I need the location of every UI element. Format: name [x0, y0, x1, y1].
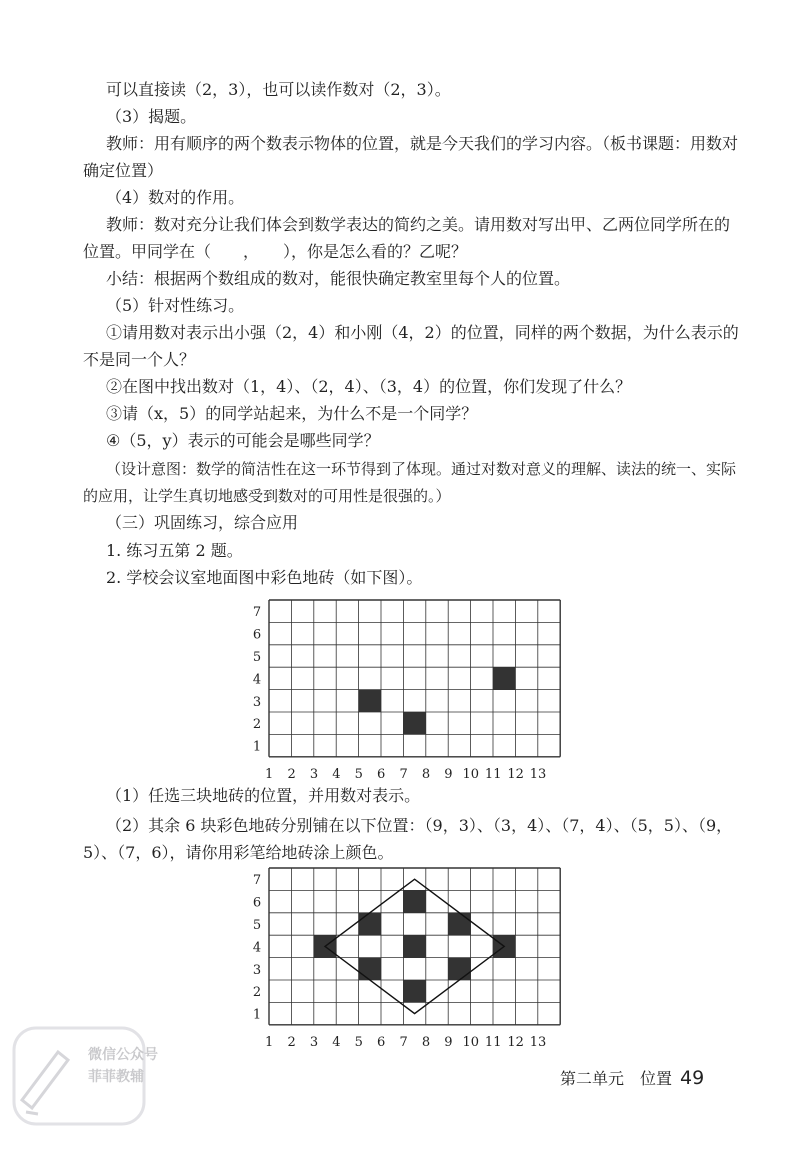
- watermark: [8, 1022, 158, 1132]
- grid1-x-tick-label: 12: [507, 766, 524, 781]
- grid1-x-tick-label: 2: [287, 766, 296, 781]
- exercise-1-text: ①请用数对表示出小强（2，4）和小刚（4，2）的位置，同样的两个数据，为什么表示的不是同一个人？: [83, 323, 739, 369]
- step-5-heading: （5）针对性练习。: [106, 296, 245, 315]
- exercise-2-text: ②在图中找出数对（1，4）、（2，4）、（3，4）的位置，你们发现了什么？: [106, 377, 632, 396]
- grid2-x-tick-label: 2: [287, 1034, 296, 1049]
- task-1-text: （1）任选三块地砖的位置，并用数对表示。: [106, 786, 421, 805]
- step-3-heading: （3）揭题。: [106, 107, 197, 126]
- grid1-x-tick-label: 8: [421, 766, 431, 781]
- grid1-x-tick-label: 7: [399, 766, 408, 781]
- summary-text: 小结：根据两个数组成的数对，能很快确定教室里每个人的位置。: [106, 269, 571, 288]
- practice-item-2: 2. 学校会议室地面图中彩色地砖（如下图）。: [106, 568, 423, 587]
- grid2-filled-tile-5-3: [359, 958, 381, 980]
- design-intent-note: （设计意图：数学的简洁性在这一环节得到了体现。通过对数对意义的理解、读法的统一、实际的应用，让学生真切地感受到数对的可用性是很强的。）: [83, 460, 737, 505]
- grid1-y-tick-label: 5: [252, 650, 262, 665]
- grid2-x-tick-label: 8: [421, 1034, 431, 1049]
- grid2-y-tick-label: 2: [252, 985, 262, 1001]
- grid1-y-tick-label: 6: [252, 627, 262, 643]
- grid2-x-tick-label: 10: [462, 1034, 480, 1049]
- unit-label: 第二单元 位置: [560, 1069, 673, 1088]
- exercise-4-text: ④（5，y）表示的可能会是哪些同学？: [106, 431, 380, 450]
- grid1-x-tick-label: 11: [484, 766, 502, 781]
- tile-grid-1: [240, 596, 570, 781]
- watermark-line-1: 微信公众号: [88, 1047, 158, 1063]
- grid2-x-tick-label: 4: [332, 1034, 341, 1049]
- grid1-x-tick-label: 1: [265, 766, 274, 781]
- exercise-3-text: ③请（x，5）的同学站起来，为什么不是一个同学？: [106, 404, 478, 423]
- step-4-heading: （4）数对的作用。: [106, 188, 245, 207]
- text-line-reading-pair: 可以直接读（2，3），也可以读作数对（2，3）。: [106, 80, 451, 99]
- grid2-x-tick-label: 12: [507, 1034, 524, 1049]
- grid1-y-tick-label: 1: [252, 739, 262, 755]
- grid1-y-tick-label: 4: [252, 672, 262, 688]
- grid1-y-tick-label: 2: [252, 717, 262, 733]
- grid2-x-tick-label: 6: [377, 1034, 386, 1049]
- grid1-x-tick-label: 13: [529, 766, 547, 781]
- grid1-x-tick-label: 3: [309, 766, 319, 781]
- grid2-filled-tile-7-6: [403, 890, 425, 912]
- grid2-y-tick-label: 6: [252, 895, 262, 911]
- grid2-filled-tile-7-4: [403, 935, 425, 957]
- grid2-y-tick-label: 3: [252, 962, 262, 978]
- grid1-x-tick-label: 9: [444, 766, 453, 781]
- grid2-x-tick-label: 5: [354, 1034, 363, 1049]
- teacher-topic-text: 教师：用有顺序的两个数表示物体的位置，就是今天我们的学习内容。（板书课题：用数对确定位置）: [83, 134, 739, 180]
- grid2-x-tick-label: 9: [444, 1034, 453, 1049]
- grid1-x-tick-label: 5: [354, 766, 363, 781]
- grid2-y-tick-label: 1: [252, 1007, 262, 1023]
- grid2-x-tick-label: 1: [265, 1034, 274, 1049]
- grid2-filled-tile-5-5: [359, 913, 381, 935]
- grid2-y-tick-label: 7: [252, 873, 262, 889]
- task-2-text: （2）其余 6 块彩色地砖分别铺在以下位置：（9，3）、（3，4）、（7，4）、（5，5）、（9，5）、（7，6），请你用彩笔给地砖涂上颜色。: [83, 816, 733, 862]
- tile-grid-2: [240, 864, 570, 1049]
- grid2-y-tick-label: 5: [252, 918, 262, 933]
- practice-item-1: 1. 练习五第 2 题。: [106, 541, 243, 560]
- page-footer: [560, 1066, 750, 1089]
- grid2-x-tick-label: 13: [529, 1034, 547, 1049]
- grid1-filled-tile-5-3: [359, 690, 381, 712]
- grid1-x-tick-label: 6: [377, 766, 386, 781]
- grid1-x-tick-label: 4: [332, 766, 341, 781]
- watermark-line-2: 菲菲教辅: [88, 1069, 144, 1085]
- grid1-filled-tile-7-2: [403, 712, 425, 734]
- grid2-x-tick-label: 7: [399, 1034, 408, 1049]
- grid1-y-tick-label: 7: [252, 605, 262, 621]
- grid2-filled-tile-9-5: [448, 913, 470, 935]
- grid2-y-tick-label: 4: [252, 940, 262, 956]
- teacher-pair-question: 教师：数对充分让我们体会到数学表达的简约之美。请用数对写出甲、乙两位同学所在的位置。甲同学在（ ， ），你是怎么看的？乙呢？: [83, 215, 731, 261]
- grid1-y-tick-label: 3: [252, 694, 262, 710]
- grid1-filled-tile-11-4: [493, 667, 515, 689]
- section-3-heading: （三）巩固练习，综合应用: [106, 513, 299, 532]
- grid2-filled-tile-7-2: [403, 980, 425, 1002]
- grid2-x-tick-label: 11: [484, 1034, 502, 1049]
- page-number: 49: [680, 1067, 705, 1089]
- grid2-filled-tile-9-3: [448, 958, 470, 980]
- grid2-x-tick-label: 3: [309, 1034, 319, 1049]
- grid1-x-tick-label: 10: [462, 766, 480, 781]
